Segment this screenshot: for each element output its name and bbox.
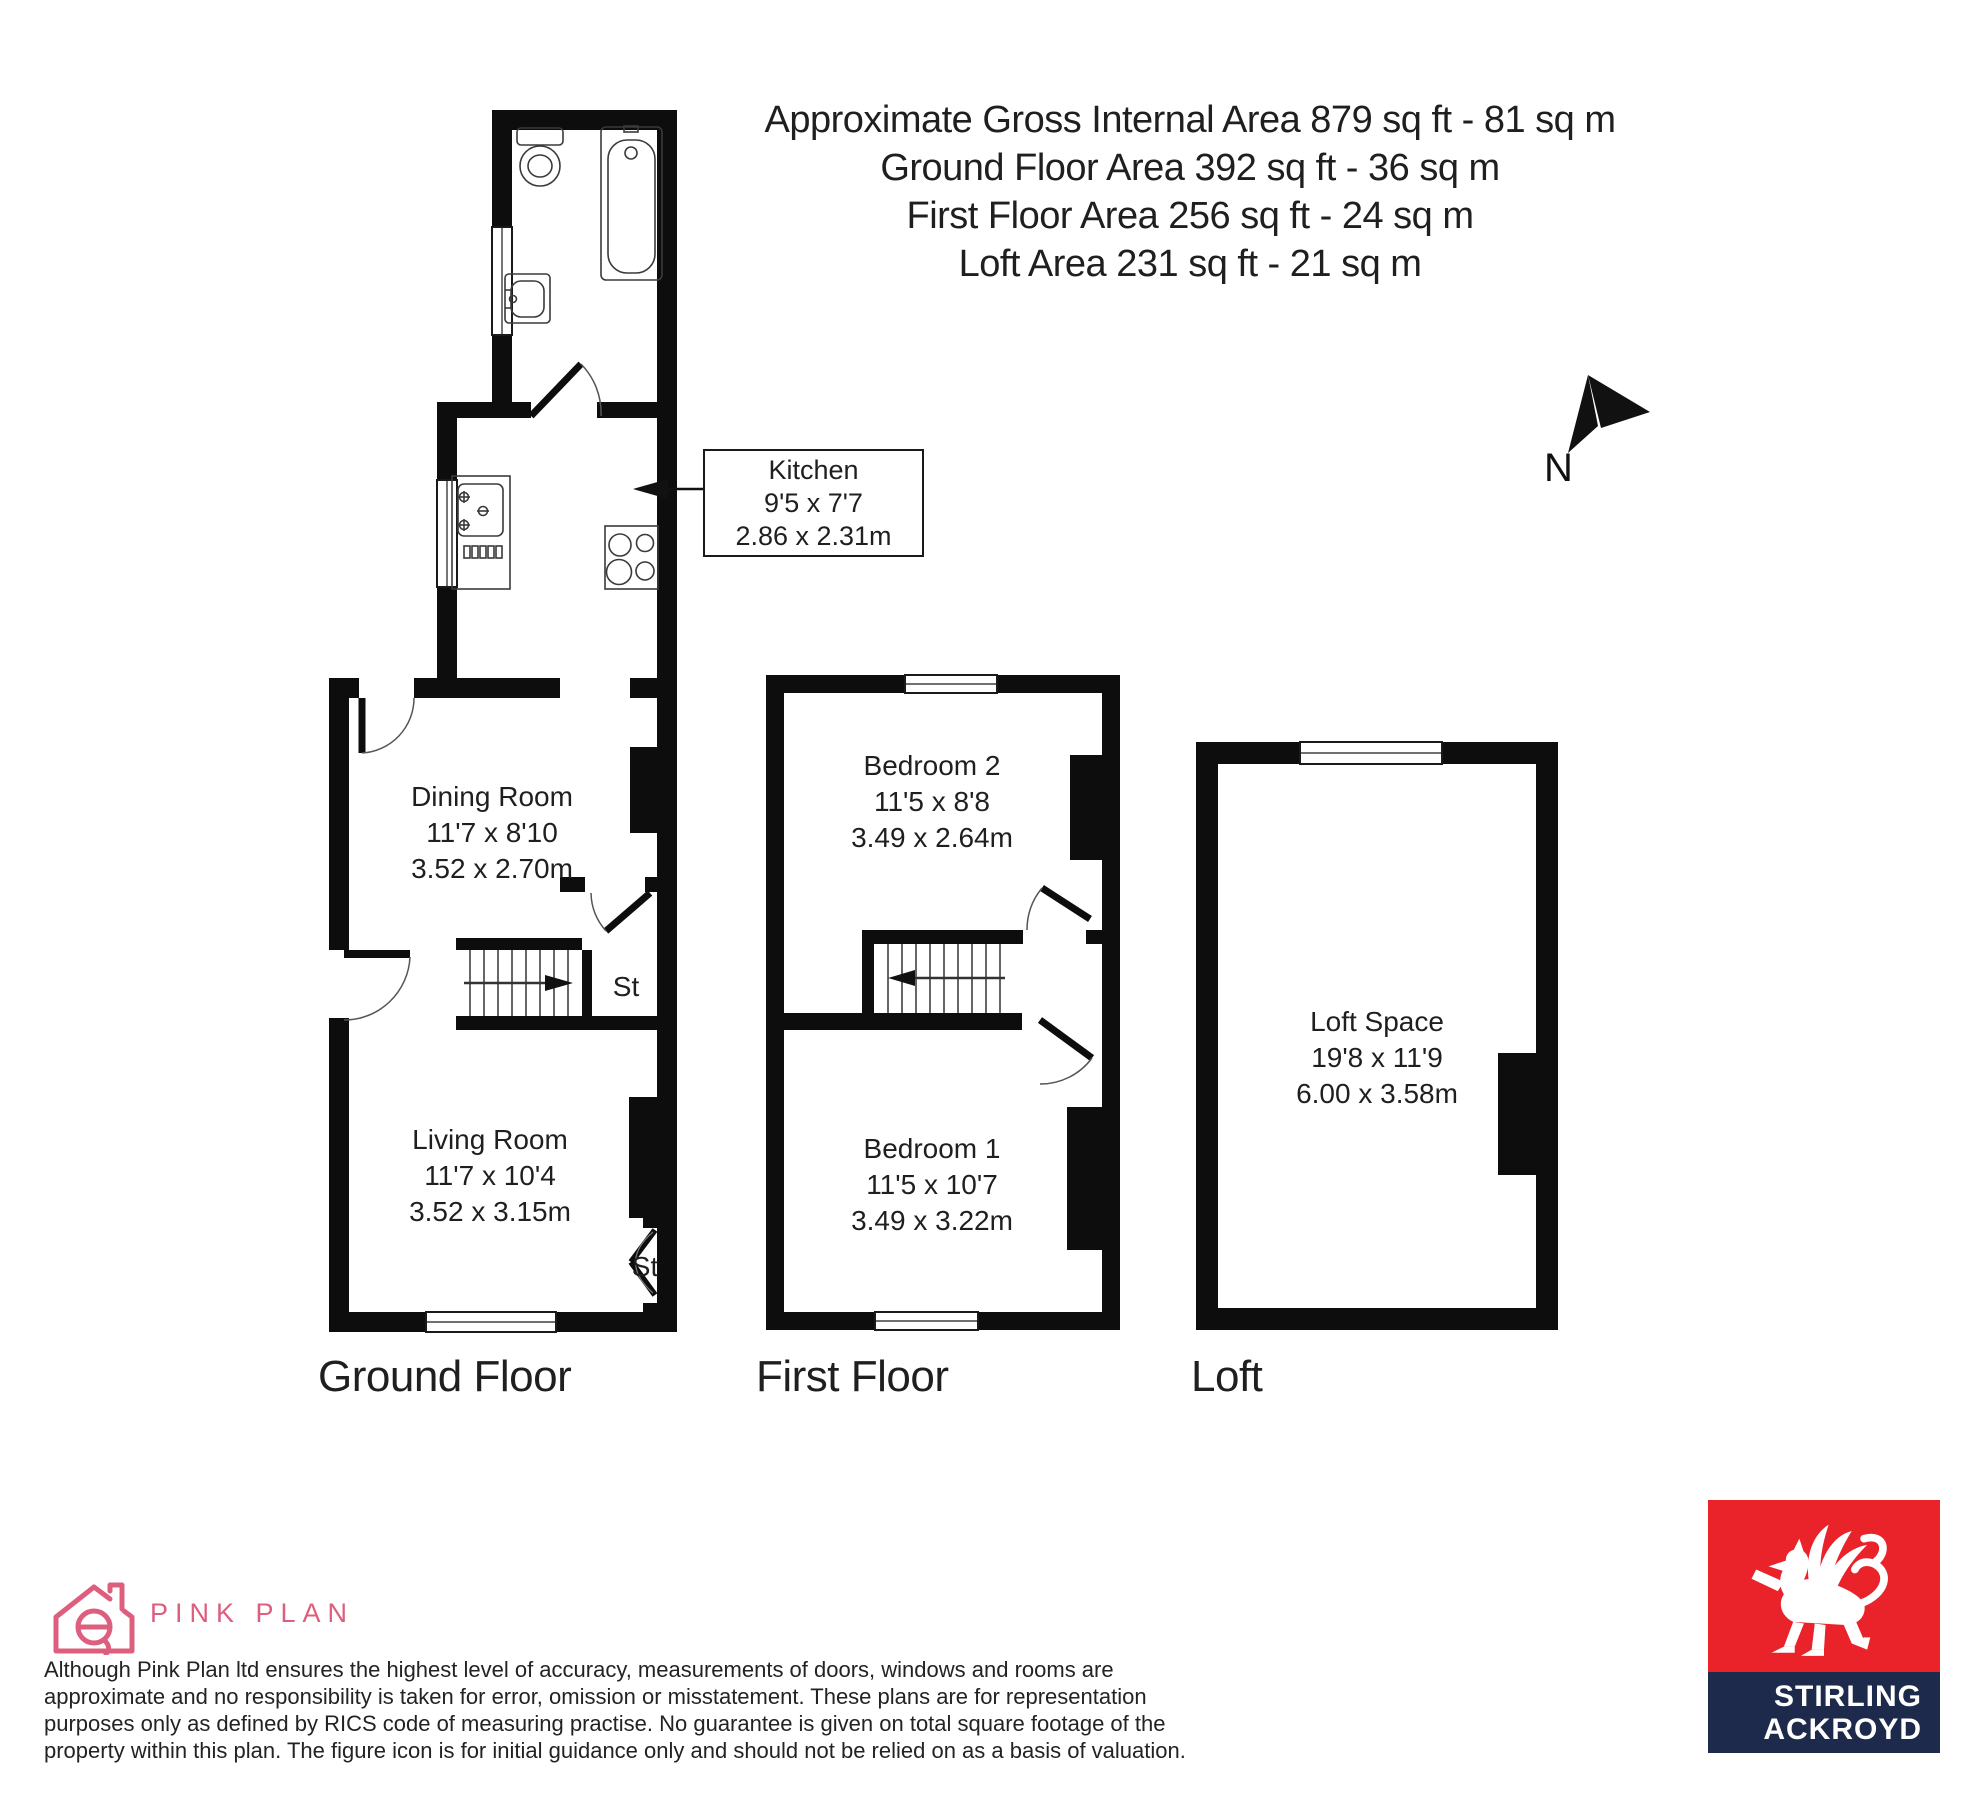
pink-plan-logo (44, 1579, 144, 1655)
bedroom-2-size-imperial: 11'5 x 8'8 (873, 786, 991, 817)
bedroom-1-size-metric: 3.49 x 3.22m (851, 1205, 1013, 1236)
ground-floor-staircase (464, 950, 573, 1016)
disclaimer-text (44, 1656, 1186, 1764)
dining-room-label: Dining Room (411, 781, 573, 812)
toilet-icon (517, 128, 563, 186)
chimney-breast (630, 747, 657, 833)
door-leaf (1040, 1020, 1092, 1058)
disclaimer-line: purposes only as defined by RICS code of measuring practise. No guarantee is given on total square footage of the (44, 1711, 1166, 1736)
living-room-label: Living Room (412, 1124, 568, 1155)
kitchen-callout-box (703, 449, 924, 557)
bathroom-fixtures (505, 126, 662, 323)
arrow-left-icon (633, 479, 668, 499)
gross-internal-area: Approximate Gross Internal Area 879 sq ft - 81 sq m (764, 99, 1616, 141)
first-floor-doors (1027, 888, 1092, 1084)
door-arc (591, 893, 606, 931)
loft-space-label: Loft Space (1310, 1006, 1444, 1037)
stirling-ackroyd-red-panel (1708, 1500, 1940, 1672)
stirling-ackroyd-logo (1708, 1500, 1940, 1753)
bedroom-1-size-imperial: 11'5 x 10'7 (866, 1169, 998, 1200)
disclaimer-line: Although Pink Plan ltd ensures the highest level of accuracy, measurements of doors, windows and rooms are (44, 1657, 1114, 1682)
first-floor-caption: First Floor (756, 1352, 949, 1401)
bathtub-icon (601, 126, 662, 280)
storage-label: St (612, 971, 640, 1002)
north-arrow-icon (1544, 375, 1650, 490)
pink-plan-wordmark: PINK PLAN (150, 1598, 355, 1628)
loft-caption: Loft (1191, 1352, 1263, 1401)
storage-label: St (631, 1251, 659, 1282)
chimney-breast (1498, 1053, 1536, 1175)
door-arc (362, 698, 414, 753)
kitchen-label: Kitchen (768, 454, 859, 485)
ground-floor-area: Ground Floor Area 392 sq ft - 36 sq m (880, 147, 1500, 189)
chimney-breast (1067, 1107, 1102, 1250)
kitchen-fixtures (452, 476, 658, 589)
ground-floor-caption: Ground Floor (318, 1352, 572, 1401)
loft-space-size-metric: 6.00 x 3.58m (1296, 1078, 1458, 1109)
first-floor-staircase (888, 944, 1005, 1013)
stirling-line: STIRLING (1774, 1680, 1922, 1713)
door-arc (1040, 1058, 1092, 1084)
door-arc (1027, 888, 1042, 930)
north-label: N (1544, 446, 1573, 490)
ackroyd-line: ACKROYD (1763, 1713, 1922, 1746)
dining-room-size-metric: 3.52 x 2.70m (411, 853, 573, 884)
stirling-ackroyd-wordmark (1708, 1672, 1940, 1753)
door-leaf (531, 364, 581, 416)
chimney-breast (1070, 755, 1102, 860)
kitchen-size-imperial: 9'5 x 7'7 (764, 487, 863, 518)
kitchen-callout-arrow (633, 479, 703, 499)
loft-windows (1300, 742, 1442, 764)
disclaimer-line: approximate and no responsibility is taken for error, omission or misstatement. These plans are for representation (44, 1684, 1147, 1709)
griffin-icon (1730, 1514, 1918, 1662)
kitchen-sink-icon (452, 476, 510, 589)
kitchen-size-metric: 2.86 x 2.31m (735, 520, 892, 551)
loft-space-size-imperial: 19'8 x 11'9 (1311, 1042, 1443, 1073)
living-room-size-imperial: 11'7 x 10'4 (424, 1160, 556, 1191)
dining-room-size-imperial: 11'7 x 8'10 (426, 817, 558, 848)
bedroom-2-label: Bedroom 2 (863, 750, 1001, 781)
stairs-up-arrow (545, 975, 573, 991)
bedroom-2-size-metric: 3.49 x 2.64m (851, 822, 1013, 853)
door-leaf (606, 893, 650, 931)
door-leaf (1042, 888, 1090, 919)
chimney-breast (629, 1097, 657, 1218)
door-arc (344, 957, 410, 1020)
bedroom-1-label: Bedroom 1 (863, 1133, 1001, 1164)
loft-area: Loft Area 231 sq ft - 21 sq m (958, 243, 1422, 285)
disclaimer-line: property within this plan. The figure icon is for initial guidance only and should not be relied on as a basis of valuation. (44, 1738, 1186, 1763)
living-room-size-metric: 3.52 x 3.15m (409, 1196, 571, 1227)
first-floor-area: First Floor Area 256 sq ft - 24 sq m (906, 195, 1474, 237)
hob-icon (605, 526, 658, 589)
